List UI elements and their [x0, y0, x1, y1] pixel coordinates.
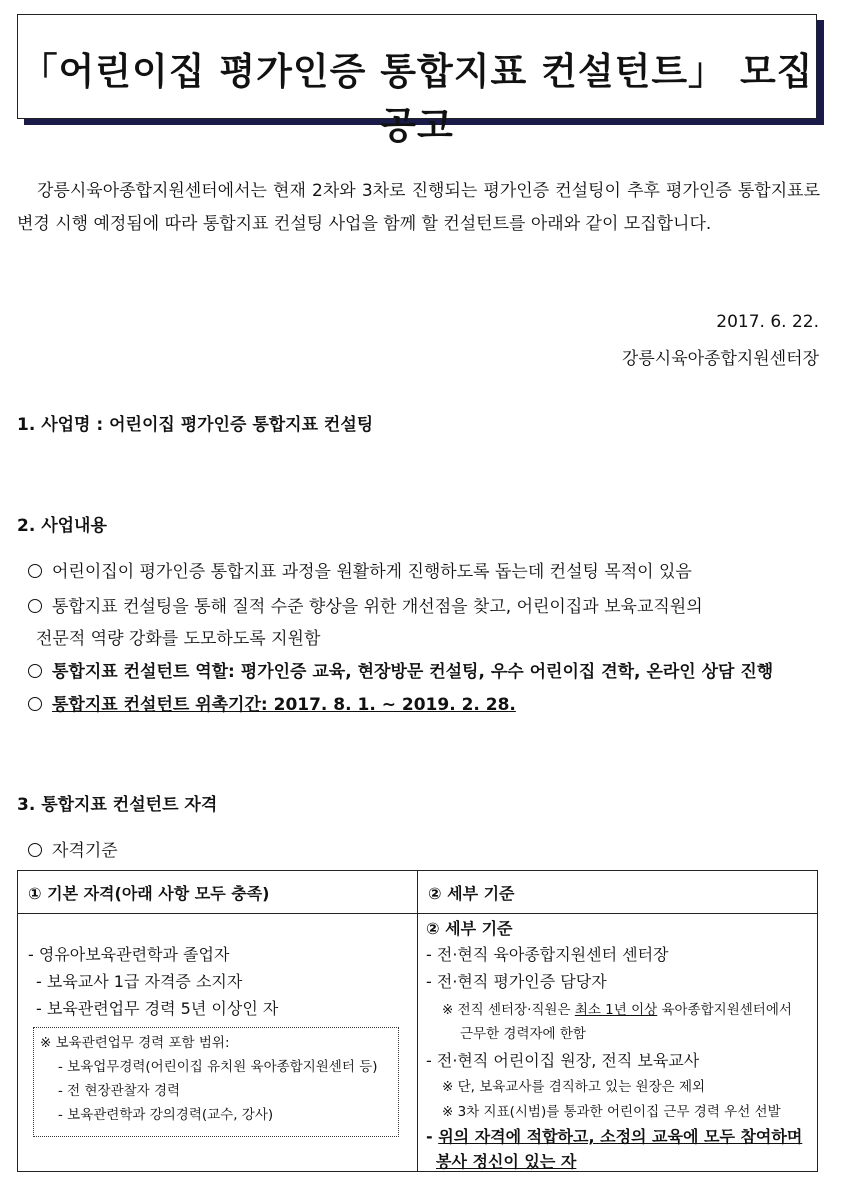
col-basic-header: ① 기본 자격(아래 사항 모두 충족): [18, 871, 418, 914]
issuer-name: 강릉시육아종합지원센터장: [621, 349, 819, 369]
col-detail-header: ② 세부 기준: [418, 871, 818, 914]
section3-sub: 자격기준: [28, 836, 818, 861]
section2-bullet-2-cont: 전문적 역량 강화를 도모하도록 지원함: [36, 629, 321, 649]
detail-note-1-cont: 근무한 경력자에 한함: [460, 1026, 586, 1042]
page-title: 「어린이집 평가인증 통합지표 컨설턴트」 모집 공고: [20, 50, 814, 147]
detail-line-4: - 위의 자격에 적합하고, 소정의 교육에 모두 참여하며: [426, 1127, 803, 1146]
circle-bullet-icon: [28, 564, 42, 578]
section1-heading: 1. 사업명 : 어린이집 평가인증 통합지표 컨설팅: [17, 415, 374, 435]
scope-line-2: - 전 현장관찰자 경력: [58, 1083, 181, 1099]
basic-line-2: - 보육교사 1급 자격증 소지자: [36, 972, 243, 991]
scope-title: ※ 보육관련업무 경력 포함 범위:: [40, 1035, 230, 1051]
circle-bullet-icon: [28, 697, 42, 711]
scope-line-1: - 보육업무경력(어린이집 유치원 육아종합지원센터 등): [58, 1059, 378, 1075]
section2-bullet-2: 통합지표 컨설팅을 통해 질적 수준 향상을 위한 개선점을 찾고, 어린이집과 보육교직원의: [28, 592, 818, 617]
detail-line-2: - 전·현직 평가인증 담당자: [426, 972, 607, 991]
basic-criteria-cell: [18, 914, 418, 1172]
basic-line-3: - 보육관련업무 경력 5년 이상인 자: [36, 999, 279, 1018]
detail-line-4-cont: 봉사 정신이 있는 자: [436, 1152, 577, 1171]
scope-line-3: - 보육관련학과 강의경력(교수, 강사): [58, 1107, 274, 1123]
circle-bullet-icon: [28, 843, 42, 857]
circle-bullet-icon: [28, 599, 42, 613]
qualification-table: [17, 870, 818, 1172]
announcement-date: 2017. 6. 22.: [716, 312, 819, 332]
section2-bullet-1: 어린이집이 평가인증 통합지표 과정을 원활하게 진행하도록 돕는데 컨설팅 목적이 있음: [28, 557, 818, 582]
section2-bullet-3: 통합지표 컨설턴트 역할: 평가인증 교육, 현장방문 컨설팅, 우수 어린이집 견학, 온라인 상담 진행: [28, 657, 818, 682]
detail-note-2: ※ 단, 보육교사를 겸직하고 있는 원장은 제외: [442, 1079, 706, 1095]
section2-heading: 2. 사업내용: [17, 516, 107, 536]
section2-bullet-4: 통합지표 컨설턴트 위촉기간: 2017. 8. 1. ~ 2019. 2. 28.: [28, 690, 818, 715]
detail-line-3: - 전·현직 어린이집 원장, 전직 보육교사: [426, 1051, 700, 1070]
detail-line-1: - 전·현직 육아종합지원센터 센터장: [426, 945, 669, 964]
circle-bullet-icon: [28, 664, 42, 678]
detail-note-1: ※ 전직 센터장·직원은 최소 1년 이상 육아종합지원센터에서: [442, 1002, 792, 1018]
section3-heading: 3. 통합지표 컨설턴트 자격: [17, 795, 218, 815]
intro-paragraph: 강릉시육아종합지원센터에서는 현재 2차와 3차로 진행되는 평가인증 컨설팅이 추후 평가인증 통합지표로 변경 시행 예정됨에 따라 통합지표 컨설팅 사업을 함께 할 컨설턴트를 아래와 같이 모집합니다.: [17, 181, 820, 234]
detail-title: ② 세부 기준: [426, 919, 513, 938]
title-box: [17, 14, 817, 147]
detail-criteria-cell: [418, 914, 818, 1172]
detail-note-3: ※ 3차 지표(시범)를 통과한 어린이집 근무 경력 우선 선발: [442, 1104, 781, 1120]
basic-line-1: - 영유아보육관련학과 졸업자: [28, 945, 230, 964]
